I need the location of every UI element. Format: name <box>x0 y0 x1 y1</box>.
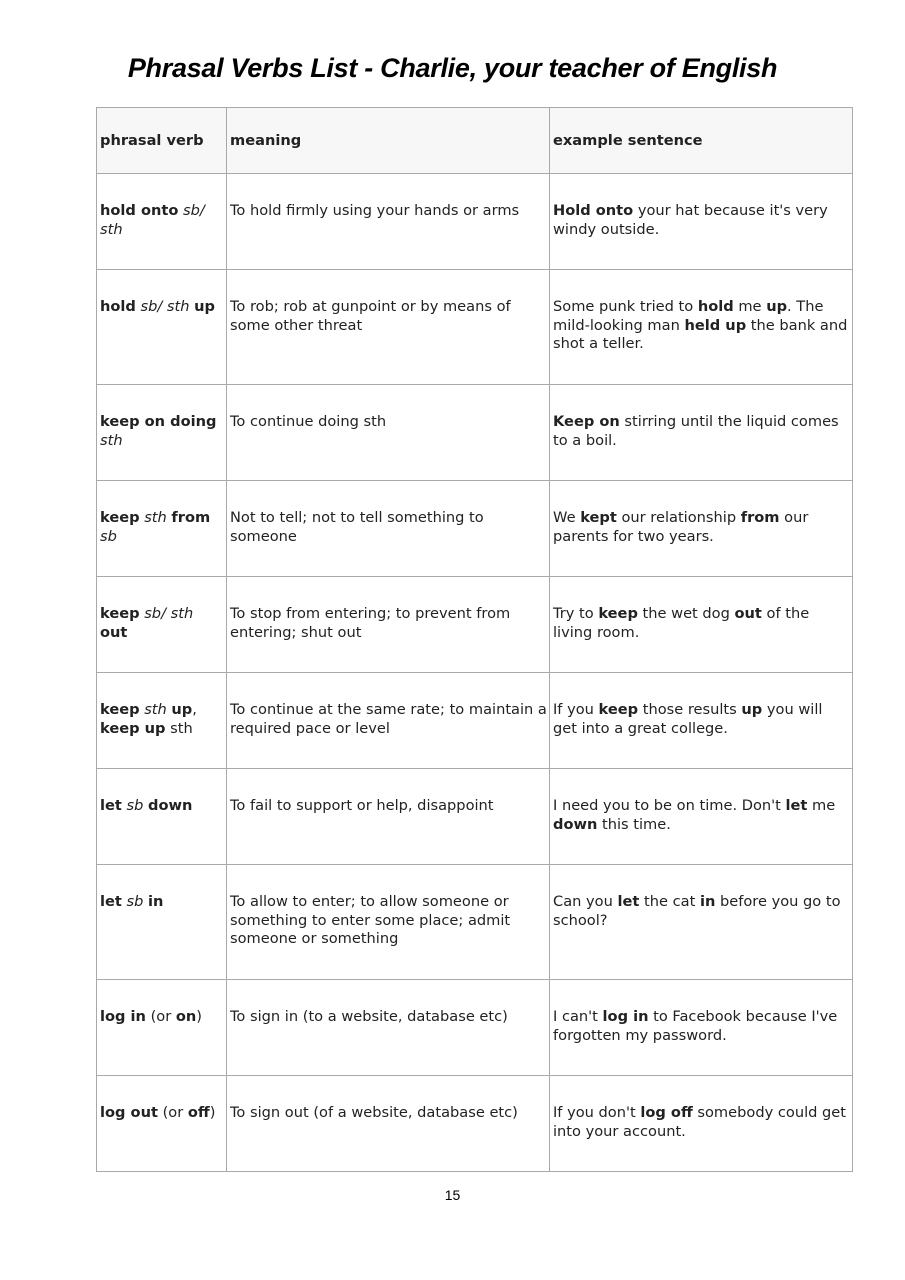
example-sentence-run: your hat because it's very windy outside. <box>553 202 828 238</box>
phrasal-verb-run: up <box>194 298 215 315</box>
phrasal-verb-run: sth <box>139 509 172 526</box>
example-sentence-run: the wet dog <box>637 605 735 622</box>
table-row <box>97 865 853 980</box>
phrasal-verb-cell <box>97 673 227 769</box>
example-sentence-run: let <box>617 893 640 910</box>
example-sentence-run: you will get into a great college. <box>553 701 823 737</box>
example-sentence-run: kept <box>580 509 617 526</box>
example-sentence-cell <box>550 385 853 481</box>
table-row <box>97 577 853 673</box>
phrasal-verb-run: keep <box>100 509 140 526</box>
example-sentence-run: Some punk tried to <box>553 298 698 315</box>
phrasal-verb-run: sb/ sth <box>100 202 205 238</box>
example-sentence-cell <box>550 673 853 769</box>
table-row <box>97 385 853 481</box>
phrasal-verb-cell <box>97 980 227 1076</box>
phrasal-verb-run: log out <box>100 1104 158 1121</box>
phrasal-verb-run: hold onto <box>100 202 179 219</box>
example-sentence-run: Keep on <box>553 413 620 430</box>
example-sentence-run: I can't <box>553 1008 603 1025</box>
table-row <box>97 980 853 1076</box>
phrasal-verb-run: up <box>171 701 193 718</box>
example-sentence-cell <box>550 769 853 865</box>
header-meaning: meaning <box>227 108 550 174</box>
phrasal-verb-run: ) <box>209 1104 216 1121</box>
example-sentence-run: up <box>766 298 788 315</box>
example-sentence-run: held up <box>684 316 747 334</box>
page-number: 15 <box>444 1187 461 1203</box>
phrasal-verb-run: off <box>187 1104 210 1121</box>
phrasal-verb-run: let <box>100 893 122 910</box>
example-sentence-run: our parents for two years. <box>553 509 809 545</box>
phrasal-verb-run: sb <box>100 527 117 545</box>
example-sentence-run: hold <box>697 298 734 315</box>
phrasal-verb-run: hold <box>100 298 136 315</box>
phrasal-verb-run: sth <box>100 431 123 449</box>
phrasal-verb-run: keep on doing <box>100 413 217 430</box>
phrasal-verb-run: sb/ sth <box>139 605 194 622</box>
example-sentence-cell <box>550 270 853 385</box>
example-sentence-run: down <box>553 815 598 833</box>
example-sentence-run: before you go to school? <box>553 893 841 929</box>
meaning-text: To continue at the same rate; to maintain a required pace or level <box>230 701 547 737</box>
example-sentence-run: our relationship <box>616 509 741 526</box>
phrasal-verb-run: sth <box>165 719 193 737</box>
meaning-cell <box>227 481 550 577</box>
example-sentence-cell <box>550 980 853 1076</box>
meaning-text: To stop from entering; to prevent from entering; shut out <box>230 605 511 641</box>
meaning-cell <box>227 673 550 769</box>
example-sentence-run: from <box>740 509 780 526</box>
phrasal-verb-run: keep up <box>100 719 166 737</box>
phrasal-verb-run: log in <box>100 1008 146 1025</box>
phrasal-verbs-table <box>96 107 853 1172</box>
example-sentence-run: stirring until the liquid comes to a boil. <box>553 413 839 449</box>
phrasal-verb-cell <box>97 1076 227 1172</box>
example-sentence-run: Hold onto <box>553 202 634 219</box>
phrasal-verb-cell <box>97 481 227 577</box>
phrasal-verb-run: sb <box>121 797 149 814</box>
phrasal-verb-run: sb <box>121 893 149 910</box>
example-sentence-run: somebody could get into your account. <box>553 1104 846 1140</box>
example-sentence-run: keep <box>598 605 638 622</box>
meaning-cell <box>227 1076 550 1172</box>
meaning-cell <box>227 174 550 270</box>
example-sentence-run: I need you to be on time. Don't <box>553 797 786 814</box>
table-row <box>97 1076 853 1172</box>
meaning-text: To sign out (of a website, database etc) <box>230 1104 518 1121</box>
phrasal-verb-cell <box>97 769 227 865</box>
meaning-text: To hold firmly using your hands or arms <box>230 202 520 219</box>
phrasal-verb-run: let <box>100 797 122 814</box>
phrasal-verb-run: out <box>100 623 128 641</box>
example-sentence-run: those results <box>638 701 742 718</box>
meaning-text: To fail to support or help, disappoint <box>230 797 494 814</box>
table-row <box>97 174 853 270</box>
phrasal-verb-run: (or <box>157 1104 188 1121</box>
example-sentence-cell <box>550 1076 853 1172</box>
phrasal-verb-cell <box>97 174 227 270</box>
example-sentence-run: the cat <box>639 893 700 910</box>
phrasal-verb-run: , <box>192 701 197 718</box>
example-sentence-run: We <box>553 509 581 526</box>
meaning-text: To rob; rob at gunpoint or by means of some other threat <box>230 298 511 334</box>
example-sentence-run: log in <box>602 1008 649 1025</box>
meaning-text: To continue doing sth <box>230 413 387 430</box>
table-row <box>97 769 853 865</box>
page-title: Phrasal Verbs List - Charlie, your teacher of English <box>127 53 778 83</box>
example-sentence-run: If you <box>553 701 599 718</box>
example-sentence-run: up <box>741 701 763 718</box>
meaning-text: To sign in (to a website, database etc) <box>230 1008 508 1025</box>
example-sentence-cell <box>550 577 853 673</box>
meaning-cell <box>227 980 550 1076</box>
example-sentence-run: . The mild-looking man <box>553 298 824 334</box>
example-sentence-run: me <box>807 797 836 814</box>
example-sentence-run: log off <box>640 1104 693 1121</box>
phrasal-verb-cell <box>97 577 227 673</box>
phrasal-verb-cell <box>97 385 227 481</box>
example-sentence-cell <box>550 865 853 980</box>
table-header-row <box>97 108 853 174</box>
phrasal-verb-run: from <box>171 509 211 526</box>
example-sentence-run: to Facebook because I've forgotten my password. <box>553 1008 838 1044</box>
meaning-cell <box>227 577 550 673</box>
phrasal-verb-run: ) <box>196 1008 202 1025</box>
example-sentence-run: me <box>733 298 767 315</box>
meaning-cell <box>227 865 550 980</box>
header-example-sentence: example sentence <box>550 108 853 174</box>
example-sentence-run: Try to <box>553 605 599 622</box>
phrasal-verb-run: sth <box>139 701 172 718</box>
phrasal-verb-cell <box>97 865 227 980</box>
header-phrasal-verb: phrasal verb <box>97 108 227 174</box>
phrasal-verb-run: on <box>175 1008 197 1025</box>
example-sentence-run: out <box>734 605 762 622</box>
example-sentence-run: If you don't <box>553 1104 641 1121</box>
table-row <box>97 673 853 769</box>
example-sentence-cell <box>550 481 853 577</box>
example-sentence-run: in <box>699 893 716 910</box>
meaning-cell <box>227 270 550 385</box>
example-sentence-cell <box>550 174 853 270</box>
meaning-text: Not to tell; not to tell something to someone <box>230 509 484 545</box>
meaning-cell <box>227 385 550 481</box>
example-sentence-run: of the living room. <box>553 605 810 641</box>
example-sentence-run: let <box>785 797 808 814</box>
phrasal-verb-run: (or <box>145 1008 176 1025</box>
phrasal-verb-run: in <box>148 893 164 910</box>
phrasal-verb-run: keep <box>100 701 140 718</box>
phrasal-verb-run: sb/ sth <box>135 298 195 315</box>
example-sentence-run: Can you <box>553 893 618 910</box>
table-row <box>97 270 853 385</box>
meaning-text: To allow to enter; to allow someone or something to enter some place; admit someone or something <box>230 893 511 947</box>
example-sentence-run: the bank and shot a teller. <box>553 316 848 352</box>
example-sentence-run: keep <box>598 701 639 718</box>
example-sentence-run: this time. <box>597 815 671 833</box>
meaning-cell <box>227 769 550 865</box>
phrasal-verb-run: down <box>148 797 193 814</box>
phrasal-verb-run: keep <box>100 605 140 622</box>
table-row <box>97 481 853 577</box>
phrasal-verb-cell <box>97 270 227 385</box>
